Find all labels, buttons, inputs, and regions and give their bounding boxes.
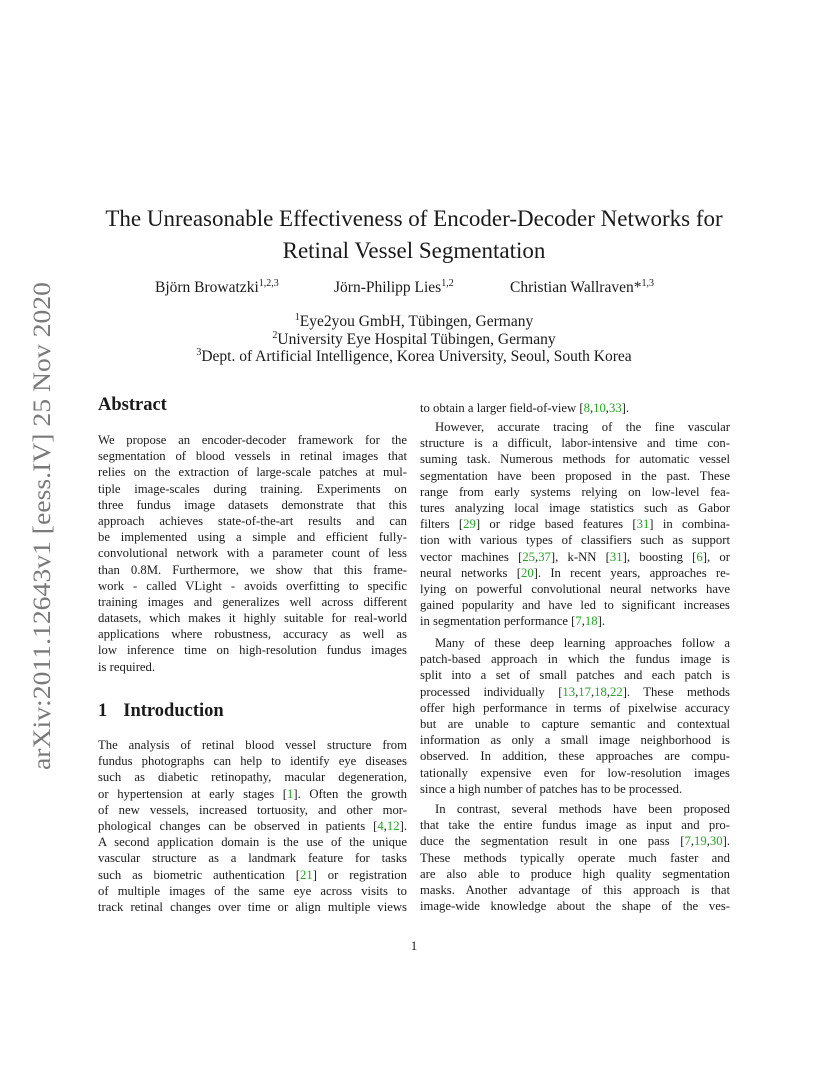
- text-line: lying on powerful convolutional neural networks have: [420, 581, 730, 596]
- text-line: In contrast, several methods have been proposed: [435, 802, 730, 816]
- text-line: Many of these deep learning approaches follow a: [435, 636, 730, 650]
- introduction-heading: [98, 701, 224, 722]
- affiliation-3: [90, 348, 738, 366]
- affil-text: Dept. of Artificial Intelligence, Korea University, Seoul, South Korea: [201, 348, 632, 365]
- text-line: such as biometric authentication [21] or registration: [98, 867, 407, 882]
- text-line: phological changes can be observed in patients [4,12].: [98, 818, 407, 833]
- text-line: image-wide knowledge about the shape of the ves-: [420, 899, 730, 914]
- text-line: but are unable to capture semantic and contextual: [420, 716, 730, 731]
- citation-link[interactable]: 10: [593, 401, 606, 415]
- citation-link[interactable]: 13: [562, 684, 576, 699]
- text-line: patch-based approach in which the fundus image is: [420, 652, 730, 667]
- text-line: These methods typically operate much faster and: [420, 850, 730, 865]
- author-1: [155, 278, 279, 298]
- author-2: [334, 278, 454, 298]
- text-line: than 0.8M. Furthermore, we show that this frame-: [98, 562, 407, 577]
- right-paragraph-3: [420, 801, 730, 914]
- right-paragraph-0: [420, 400, 730, 416]
- text-line: range from early systems relying on low-level fea-: [420, 484, 730, 499]
- text-line: tion with various types of classifiers such as support: [420, 533, 730, 548]
- text-line: is required.: [98, 659, 156, 674]
- citation-link[interactable]: 21: [300, 867, 313, 882]
- text-line: applications where robustness, accuracy as well as: [98, 627, 407, 642]
- text-line: split into a set of small patches and each patch is: [420, 668, 730, 683]
- citation-link[interactable]: 17: [578, 684, 591, 699]
- text-line: datasets, which makes it highly suitable for real-world: [98, 611, 407, 626]
- text-line: vascular structure as a landmark feature for tasks: [98, 851, 407, 866]
- author-affil-sup: 1,2,3: [258, 277, 279, 289]
- citation-link[interactable]: 12: [386, 818, 400, 833]
- text-line: are also able to produce high quality segmentation: [420, 866, 730, 881]
- text-line: duce the segmentation result in one pass [7,19,30].: [420, 834, 730, 849]
- text-line: We propose an encoder-decoder framework for the: [98, 433, 407, 447]
- text-line: convolutional network with a parameter count of less: [98, 546, 407, 561]
- citation-link[interactable]: 22: [610, 684, 623, 699]
- citation-link[interactable]: 7: [575, 614, 582, 629]
- affil-sup: 1: [294, 311, 300, 323]
- text-line: tiple image-scales during training. Experiments on: [98, 481, 407, 496]
- citation-link[interactable]: 19: [694, 834, 707, 849]
- section-title: Introduction: [123, 701, 224, 721]
- section-number: 1: [98, 701, 108, 721]
- citation-link[interactable]: 25: [522, 549, 536, 564]
- citation-link[interactable]: 30: [709, 834, 723, 849]
- text-line: processed individually [13,17,18,22]. These methods: [420, 684, 730, 699]
- text-line: neural networks [20]. In recent years, approaches re-: [420, 565, 730, 580]
- text-line: vector machines [25,37], k-NN [31], boosting [6], or: [420, 549, 730, 564]
- title-line-2: Retinal Vessel Segmentation: [282, 238, 546, 263]
- affil-sup: 3: [196, 346, 202, 358]
- text-line: However, accurate tracing of the fine vascular: [435, 420, 730, 434]
- abstract-heading: Abstract: [98, 395, 167, 415]
- arxiv-stamp-text: arXiv:2011.12643v1 [eess.IV] 25 Nov 2020: [27, 320, 56, 770]
- citation-link[interactable]: 18: [594, 684, 607, 699]
- citation-link[interactable]: 7: [684, 834, 691, 849]
- citation-link[interactable]: 8: [583, 401, 590, 415]
- affil-text: Eye2you GmbH, Tübingen, Germany: [299, 313, 534, 330]
- text-line: tures analyzing local image statistics such as Gabor: [420, 500, 730, 515]
- text-line: A second application domain is the use of the unique: [98, 835, 407, 850]
- text-line: such as diabetic retinopathy, macular degeneration,: [98, 770, 407, 785]
- author-name: Björn Browatzki: [155, 279, 259, 296]
- affiliation-2: [90, 331, 738, 349]
- page-number: 1: [410, 938, 418, 953]
- author-3: [510, 278, 654, 298]
- text-line: in segmentation performance [7,18].: [420, 614, 605, 629]
- author-affil-sup: 1,3: [641, 277, 654, 289]
- text-line: filters [29] or ridge based features [31] in combina-: [420, 517, 730, 532]
- text-line: offer high performance in terms of pixelwise accuracy: [420, 700, 730, 715]
- text-line: fundus photographs can help to identify eye diseases: [98, 754, 407, 769]
- text-line: be implemented using a simple and efficient fully-: [98, 530, 407, 545]
- author-name: Christian Wallraven*: [510, 279, 642, 296]
- affil-sup: 2: [272, 329, 278, 341]
- text-line: or hypertension at early stages [1]. Often the growth: [98, 786, 407, 801]
- affiliation-1: [90, 313, 738, 331]
- text-line: training images and generalizes well across different: [98, 594, 407, 609]
- abstract-body: [98, 432, 407, 675]
- text-line: information as only a small image neighborhood is: [420, 733, 730, 748]
- citation-link[interactable]: 6: [696, 549, 703, 564]
- text-line: approach achieves state-of-the-art results and can: [98, 513, 407, 528]
- text-line: low inference time on high-resolution fundus images: [98, 643, 407, 658]
- citation-link[interactable]: 18: [584, 614, 598, 629]
- author-name: Jörn-Philipp Lies: [334, 279, 442, 296]
- text-line: tationally expensive even for low-resolution images: [420, 765, 730, 780]
- paper-title: [90, 203, 738, 267]
- text-line: of multiple images of the same eye across visits to: [98, 883, 407, 898]
- text-line: segmentation of blood vessels in retinal images that: [98, 449, 407, 464]
- right-paragraph-1: [420, 419, 730, 629]
- text-line: relies on the extraction of large-scale patches at mul-: [98, 465, 407, 480]
- text-line: structure is a difficult, labor-intensive and time con-: [420, 436, 730, 451]
- text-line: since a high number of patches has to be processed.: [420, 781, 683, 796]
- text-line: masks. Another advantage of this approach is that: [420, 882, 730, 897]
- right-paragraph-2: [420, 635, 730, 797]
- text-line: track retinal changes over time or align multiple views: [98, 899, 407, 914]
- text-line: suming task. Numerous methods for automatic vessel: [420, 452, 730, 467]
- citation-link[interactable]: 4: [377, 818, 384, 833]
- text-line: segmentation have been proposed in the past. These: [420, 468, 730, 483]
- text-line: of new vessels, increased tortuosity, and other mor-: [98, 802, 407, 817]
- text-line: that take the entire fundus image as input and pro-: [420, 818, 730, 833]
- text-line: to obtain a larger field-of-view [8,10,33].: [420, 401, 630, 415]
- text-line: three fundus image datasets demonstrate that this: [98, 497, 407, 512]
- citation-link[interactable]: 37: [538, 549, 551, 564]
- citation-link[interactable]: 33: [608, 401, 622, 415]
- author-affil-sup: 1,2: [441, 277, 454, 289]
- arxiv-stamp: [20, 280, 60, 770]
- citation-link[interactable]: 29: [463, 517, 476, 532]
- affil-text: University Eye Hospital Tübingen, Germany: [277, 331, 556, 348]
- text-line: observed. In addition, these approaches are compu-: [420, 749, 730, 764]
- citation-link[interactable]: 31: [609, 549, 623, 564]
- introduction-body: [98, 737, 407, 915]
- citation-link[interactable]: 1: [287, 786, 294, 801]
- text-line: The analysis of retinal blood vessel structure from: [98, 738, 407, 752]
- citation-link[interactable]: 20: [520, 565, 534, 580]
- text-line: gained popularity and have led to significant increases: [420, 598, 730, 613]
- title-line-1: The Unreasonable Effectiveness of Encoder-Decoder Networks for: [105, 206, 723, 231]
- citation-link[interactable]: 31: [636, 517, 650, 532]
- text-line: work - called VLight - avoids overfitting to specific: [98, 578, 407, 593]
